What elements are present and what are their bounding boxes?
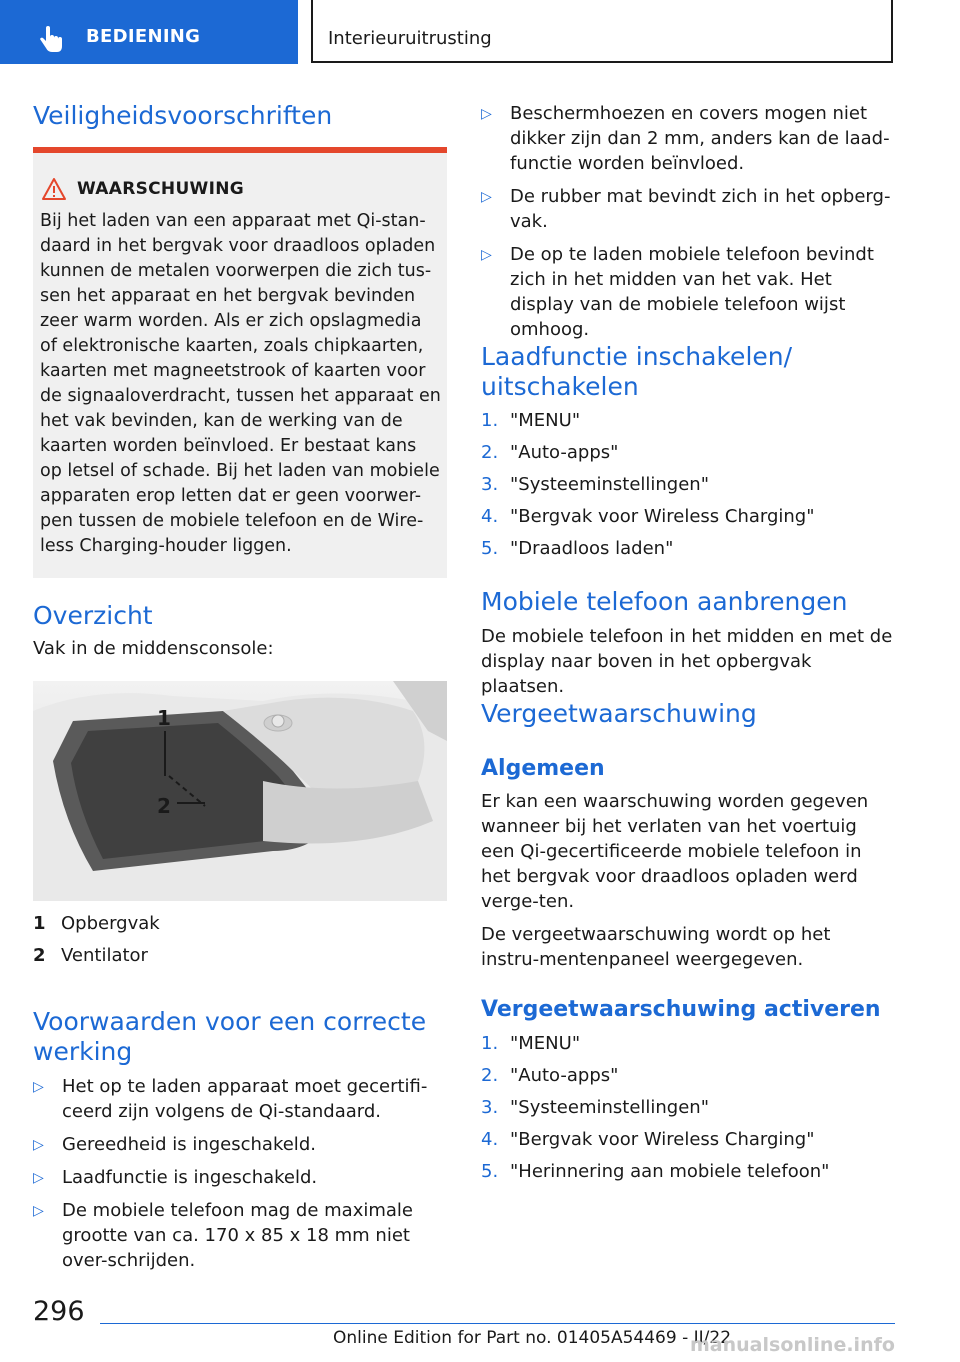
conditions-heading: Voorwaarden voor een correcte werking (33, 1007, 427, 1066)
list-item: ▷ Laadfunctie is ingeschakeld. (33, 1167, 318, 1188)
list-item: 5. "Herinnering aan mobiele telefoon" (481, 1161, 830, 1182)
activate-steps (481, 1031, 893, 1191)
list-item: 2. "Auto-apps" (481, 442, 619, 463)
list-item: ▷ Beschermhoezen en covers mogen niet dikker zijn dan 2 mm, anders kan de laad-functie worden beïnvloed. (481, 103, 890, 174)
list-item: 2. "Auto-apps" (481, 1065, 619, 1086)
safety-heading: Veiligheidsvoorschriften (33, 101, 333, 130)
chapter-header (311, 0, 893, 63)
list-item: 3. "Systeeminstellingen" (481, 474, 709, 495)
list-item: 4. "Bergvak voor Wireless Charging" (481, 506, 815, 527)
overview-intro: Vak in de middensconsole: (33, 638, 274, 659)
activate-heading: Vergeetwaarschuwing activeren (481, 997, 881, 1022)
placing-text: De mobiele telefoon in het midden en met de display naar boven in het opbergvak plaatsen. (481, 626, 893, 697)
charging-steps (481, 408, 893, 568)
list-item: ▷ De op te laden mobiele telefoon bevindt zich in het midden van het vak. Het display van de mobiele telefoon wijst omhoog. (481, 244, 874, 340)
list-item: 3. "Systeeminstellingen" (481, 1097, 709, 1118)
page-number: 296 (33, 1296, 85, 1327)
list-item: ▷ De mobiele telefoon mag de maximale grootte van ca. 170 x 85 x 18 mm niet over-schrijden. (33, 1200, 413, 1271)
warning-triangle-icon (41, 177, 67, 201)
legend-number: 1 (33, 913, 46, 934)
general-heading: Algemeen (481, 756, 605, 781)
warning-title: WAARSCHUWING (77, 179, 245, 199)
section-tab[interactable] (0, 0, 298, 64)
overview-heading: Overzicht (33, 601, 153, 630)
list-item: 1. "MENU" (481, 1033, 581, 1054)
legend-text: Ventilator (61, 945, 148, 966)
list-item: 5. "Draadloos laden" (481, 538, 674, 559)
conditions-list-right (481, 101, 893, 350)
placing-heading: Mobiele telefoon aanbrengen (481, 587, 848, 616)
warning-box (33, 147, 447, 578)
edition-text: Online Edition for Part no. 01405A54469 - II/22 (333, 1328, 732, 1348)
general-text-2: De vergeetwaarschuwing wordt op het instru-mentenpaneel weergegeven. (481, 924, 831, 970)
watermark: manualsonline.info (690, 1334, 895, 1356)
section-label: BEDIENING (86, 26, 201, 47)
legend-number: 2 (33, 945, 46, 966)
image-label-2: 2 (157, 794, 171, 818)
list-item: 1. "MENU" (481, 410, 581, 431)
list-item: 4. "Bergvak voor Wireless Charging" (481, 1129, 815, 1150)
console-compartment-image (33, 681, 447, 901)
general-text-1: Er kan een waarschuwing worden gegeven wanneer bij het verlaten van het voertuig een Qi-gecertificeerde mobiele telefoon in het bergvak voor draadloos opladen werd verge-ten. (481, 791, 869, 912)
list-item: ▷ Gereedheid is ingeschakeld. (33, 1134, 316, 1155)
warning-text: Bij het laden van een apparaat met Qi-stan-daard in het bergvak voor draadloos opladen kunnen de metalen voorwerpen die zich tus-sen het apparaat en het bergvak bevinden zeer warm worden. Als er zich opslagmedia of elektronische kaarten, zoals chipkaarten, kaarten met magneetstrook of kaarten voor de signaaloverdracht, tussen het apparaat en het vak bevinden, kan de werking van de kaarten worden beïnvloed. Er bestaat kans op letsel of schade. Bij het laden van mobiele apparaten erop letten dat er geen voorwer-pen tussen de mobiele telefoon en de Wire-less Charging-houder liggen. (40, 211, 441, 556)
conditions-list-left (33, 1074, 447, 1281)
legend-text: Opbergvak (61, 913, 160, 934)
charging-heading: Laadfunctie inschakelen/ uitschakelen (481, 342, 793, 401)
list-item: ▷ De rubber mat bevindt zich in het opberg-vak. (481, 186, 891, 232)
image-label-1: 1 (157, 706, 171, 730)
forget-heading: Vergeetwaarschuwing (481, 699, 757, 728)
hand-pointer-icon (38, 26, 66, 54)
footer-divider (100, 1323, 895, 1324)
list-item: ▷ Het op te laden apparaat moet gecertifi-ceerd zijn volgens de Qi-standaard. (33, 1076, 428, 1122)
chapter-label: Interieuruitrusting (328, 28, 492, 49)
